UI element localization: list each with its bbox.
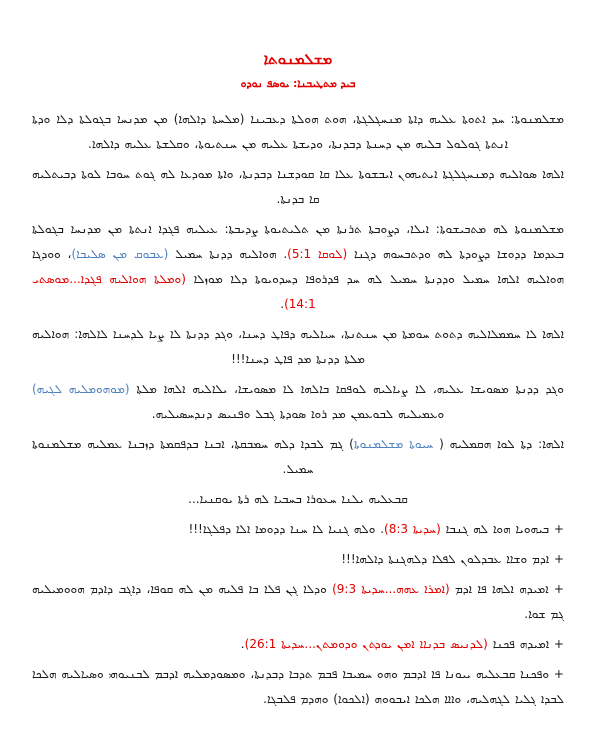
bullet-item (32, 547, 564, 572)
highlighted-phrase: (ܡܘܗܘܡܠܝܗ ܠܓܝܗ) (32, 382, 130, 396)
paragraph (32, 162, 564, 212)
text-run: . ܘܠܗ ܓܢܝܐ ܠܐ ܚܢܐ ܕܕܘܡܐ ܐܠܐ ܕܦܠܓܐ!!! (188, 522, 385, 536)
document-body (32, 107, 564, 712)
paragraph (32, 487, 564, 512)
scripture-reference: (ܘܡܠܬܐ ܗܘܐܠܝܗ ܦܓܕܐ...ܡܘܣܬܝ 14:1) (32, 272, 316, 311)
paragraph (32, 217, 564, 317)
text-run: ܘܕܠܐ ܓܢ ܦܠܐ ܒܐ ܦܠܝܗ ܡܢ ܠܗ ܩܘܦܐ، ܕܐܓܒ ܕܐܕܡ ܗܘܘܡܝܠܝܗ ܓܡ ܫܘܐ. (32, 582, 564, 621)
text-run: ܘܥܡܝܠܝܗ ܠܒܘܥܡܢ ܡܕ ܪܘܐ ܣܘܕܬܐ ܓܒܠ ܘܦܢܝܣ ܕܢܕܚܣܝܠܝܗ. (151, 407, 445, 421)
bullet-item (32, 577, 564, 627)
scripture-reference: (ܐܡܪܐ ܥܗܗ...ܚܕܝܬܐ 9:3) (332, 582, 450, 596)
paragraph (32, 377, 564, 427)
scripture-reference: (ܠܕܢܝܣ ܒܕܢܐܐ ܐܡܢ ܝܘܕܬܢ ܘܕܘܡܬܢ...ܚܕܝܬܐ 26:1) (244, 637, 488, 651)
document-title: ܡܫܠܡܢܘܬܐ (263, 50, 333, 68)
bullet-item (32, 517, 564, 542)
text-run: ، ܘܘܕܓܐ ܗܘܐܠܝܗ ܐܠܗܐ ܚܡܝܠ ܘܕܕܢܬܐ ܚܡܝܠ ܠܗ ܚܕ ܦܕܪܘܦܐ ܕܚܕܘܝܘܬܐ ܕܠܐ ܡܘܙܠܐ (32, 247, 564, 286)
text-run: ) ܓܡ ܠܒܕܐ ܕܠܗ ܚܡܒܩܬܐ، ܐܒܢܐ ܒܕܦܩܡܬܐ ܕܙܒܢܐ ܥܡܠܝܗ ܡܫܠܡܢܘܬܐ ܚܡܝܠ. (32, 437, 354, 476)
bullet-item (32, 662, 564, 712)
text-run: + ܐܡܝܕܗ ܦܟܢܐ (487, 637, 564, 651)
text-run: . (240, 637, 245, 651)
text-run: ܡܫܠܡܢܘܬܐ ܠܗ ܡܬܒܝܫܘܬܐ: ܐܝܠܐ، ܕܨܘܒܬܐ ܬܪܢܬܐ ܡܢ ܬܠܝܬܝܘܬܐ ܨܕܝܒܬܐ: ܥܝܠܝܗ ܦܓܕܐ ܐܢܬܬܐ ܡܢ ܡܕܢܚܐ ܒܓܘܠܬܐ ܒܥܕܡܐ ܕܕܘܫܐ ܕܨܘܕܬܐ ܠܗ ܘܕܬܒܚܘܗ ܕܓܢܐ (32, 222, 564, 261)
bullet-item (32, 632, 564, 657)
paragraph (32, 432, 564, 482)
text-run: ܐܠܗܐ: ܕܬܐ ܠܘܐ ܗܩܡܠܝܗ ( (433, 437, 564, 451)
text-run: + ܐܕܡ ܘܫܐܐ ܥܒܕܠܘܢ ܠܦܠܐ ܕܠܗܓܢܬܐ ܕܐܠܗܐ!!! (341, 552, 564, 566)
text-run: ܐܠܗܐ ܣܘܐܠܝܗ ܕܡܢܚܓܠܓܬܐ ܐܝܬܝܗܘܢ ܐܝܒܫܘܬܐ ܥܠܐ ܩܐ ܩܘܕܫܢܐ ܕܒܕܢܬܐ، ܘܐܬܐ ܡܘܕܥܐ ܠܗ ܓܘܬ ܚܘܒܐ ܠܘܬܐ ܕܒܝܬܠܝܗ ܩܐ ܒܕܢܬܐ. (32, 167, 564, 206)
highlighted-phrase: ܚܝܘܬܐ ܡܫܠܡܢܘܬܐ (353, 437, 434, 451)
text-run: + ܒܝܗܘܝܐ ܗܘܐ ܠܗ ܓܢܒܐ (440, 522, 564, 536)
scripture-reference: (ܚܕܝܬܐ 8:3) (384, 522, 441, 536)
text-run: ܡܫܠܡܢܘܬܐ: ܚܕ ܐܬܘܬܐ ܥܠܝܗ ܕܐܬܐ ܡܢܚܓܠܓܬܐ، ܗܘܬ ܗܘܠܬܐ ܕܥܒܝܢܐ (ܡܠܚܬܐ ܕܐܠܗܐ) ܡܢ ܡܕܢܚܐ ܒܓܘܠܬܐ ܕܠܐ ܘܕܬܐ ܐܢܬܬܐ ܓܘܠܘܠ ܒܠܝܗ ܡܢ ܕܚܢܬܐ ܕܒܕܢܬܐ، ܘܕܝܫܬܐ ܥܠܝܗ ܡܢ ܚܢܬܝܘܬܐ، ܘܩܠܫܬܐ ܥܠܝܗ ܕܐܠܗܐ. (32, 112, 564, 151)
text-run: ܩܒܥܠܝܗ ܝܠܢܐ ܚܥܘܪܐ ܒܚܒܝܐ ܠܗ ܪܬܐ ܝܘܩܢܝܐ... (188, 492, 408, 506)
highlighted-phrase: (ܥܒܘܩ ܡܢ ܣܠܝܒܐ) (71, 247, 169, 261)
text-run: + ܐܡܝܕܗ ܐܠܗܐ ܦܐ ܐܕܡ (449, 582, 564, 596)
paragraph (32, 322, 564, 372)
paragraph (32, 107, 564, 157)
text-run: ܐܠܗܐ ܠܐ ܚܡܡܠܐܠܝܗ ܕܬܘܬ ܚܘܡܬܐ ܡܢ ܚܢܬܢܬܐ، ܚܝܐܠܝܗ ܕܦܐܛ ܕܚܢܐ، ܘܓܕ ܕܕܢܬܐ ܠܐ ܨܝܐ ܠܕܚܢܐ ܠܐܠܗܐ: ܗܘܐܠܝܗ ܡܠܬܐ ܕܕܢܬܐ ܡܕ ܦܐܛ ܕܚܢܐ!!! (32, 327, 564, 366)
text-run: ܘܓܕ ܕܕܢܬܐ ܡܣܘܝܫܐ ܥܠܝܗ، ܠܐ ܨܝܐܠܝܗ ܠܘܦܩܐ ܒܐܠܗܐ ܠܐ ܡܣܘܝܫܐ، ܝܠܐܠܝܗ ܐܠܗܐ ܡܠܬܐ (129, 382, 564, 396)
text-run: + ܘܦܟܢܐ ܩܒܥܠܝܗ ܝܝܘܢܐ ܦܐ ܐܕܒܡ ܘܗܘ ܚܡܝܒܐ ܦܒܡ ܬܕܒܐ ܕܒܕܢܬܐ، ܘܡܣܘܕܡܠܝܗ ܐܕܒܡ ܠܒܢܝܘܗܝ ܘܣܝܐܠܝܗ ܗܠܟܐ ܠܒܕܐ ܓܠܝܐ ܠܓܗܠܝܗ، ܘܐܐܐ ܗܠܟܐ ܐܝܒܘܘܗ (ܐܠܟܘܐ) ܘܗܕܡ ܦܠܒܓܐ. (32, 667, 564, 706)
text-run: . ܗܘܐܠܝܗ ܕܕܢܬܐ ܚܡܝܠ (168, 247, 288, 261)
scripture-reference: (ܠܘܩܐ 5:1) (287, 247, 348, 261)
document-subtitle: ܒܝܕ ܡܬܛܝܒܢܐ: ܝܘܣܦ ܢܘܕܘ (240, 78, 356, 90)
text-run: . (280, 297, 285, 311)
